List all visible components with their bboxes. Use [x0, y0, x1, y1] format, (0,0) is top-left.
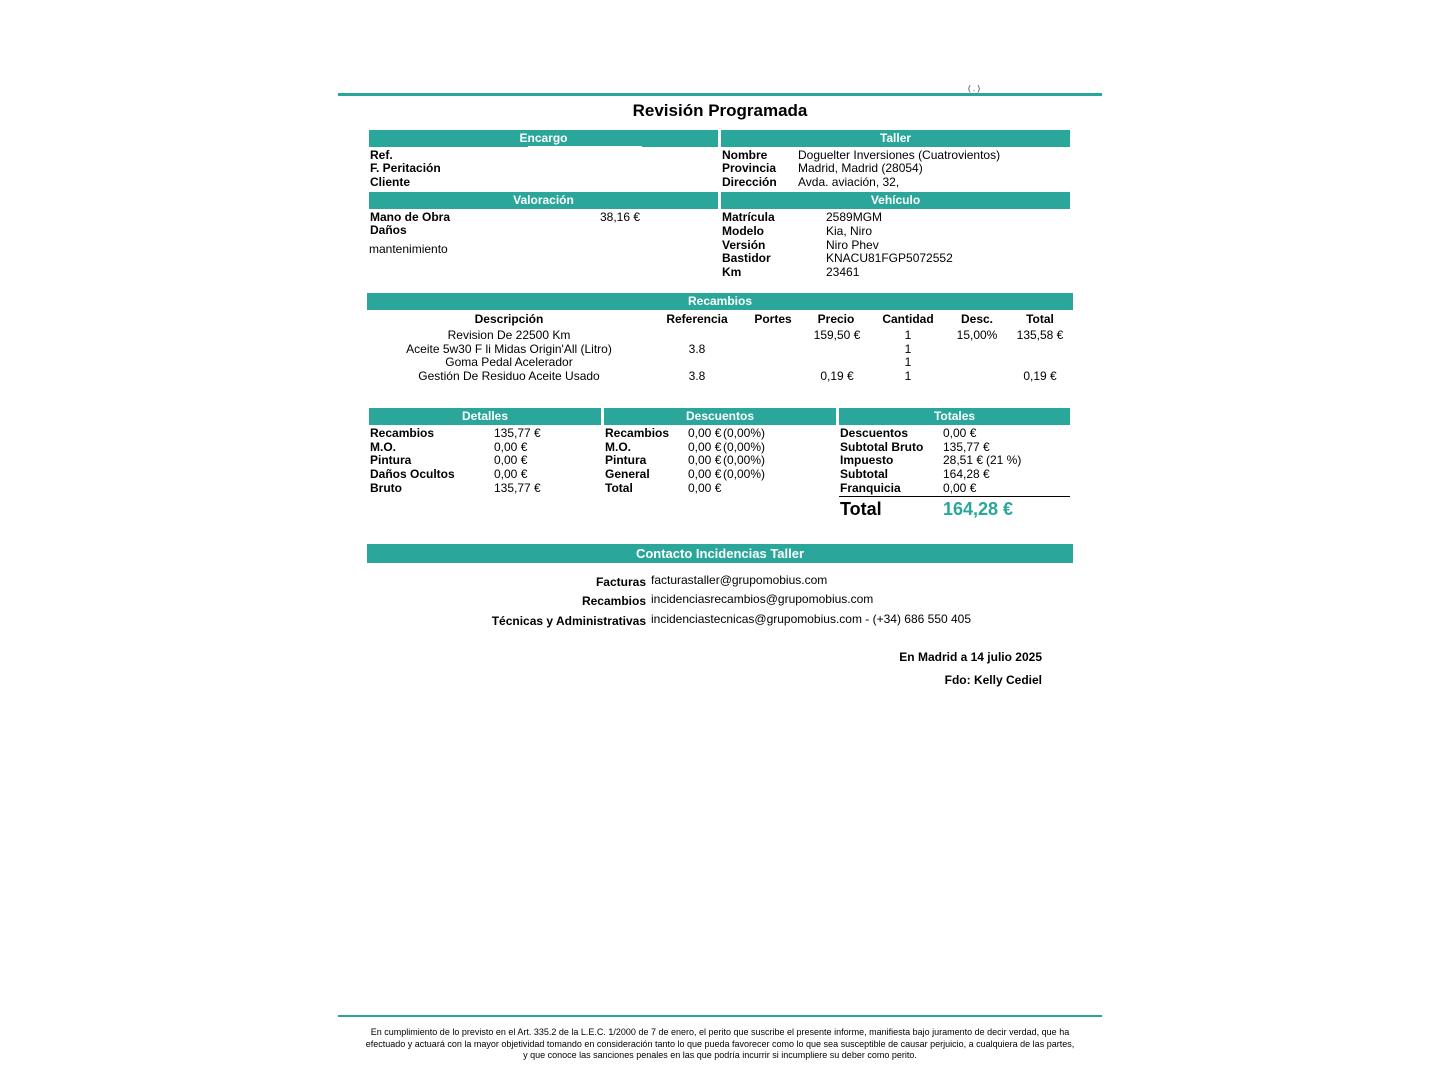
header-rule	[338, 93, 1102, 96]
descuentos-heading: Descuentos	[604, 408, 836, 425]
descuentos-total-label: Total	[605, 481, 633, 495]
vehiculo-matricula-value: 2589MGM	[826, 210, 883, 224]
descuentos-mo-value: 0,00 €	[688, 440, 722, 454]
taller-nombre-label: Nombre	[722, 148, 768, 162]
contacto-recambios-email[interactable]: incidenciasrecambios@grupomobius.com	[651, 592, 874, 606]
vehiculo-version-value: Niro Phev	[826, 238, 879, 252]
table-row-4-cantidad: 1	[904, 369, 912, 383]
totales-impuesto-value: 28,51 €	[943, 453, 984, 467]
descuentos-general-value: 0,00 €	[688, 467, 722, 481]
table-row-1-cantidad: 1	[904, 328, 912, 342]
table-row-2-descripcion: Aceite 5w30 F li Midas Origin'All (Litro)	[406, 342, 612, 356]
contacto-heading: Contacto Incidencias Taller	[367, 544, 1073, 563]
taller-direccion-label: Dirección	[722, 175, 777, 189]
vehiculo-modelo-value: Kia, Niro	[826, 224, 873, 238]
descuentos-pintura-label: Pintura	[605, 453, 647, 467]
page-title: Revisión Programada	[632, 101, 808, 120]
signature: Fdo: Kelly Cediel	[944, 673, 1042, 687]
totales-descuentos-label: Descuentos	[840, 426, 909, 440]
totales-subtotal-label: Subtotal	[840, 467, 888, 481]
detalles-mo-value: 0,00 €	[494, 440, 528, 454]
vehiculo-modelo-label: Modelo	[722, 224, 764, 238]
mano-de-obra-value: 38,16 €	[600, 210, 641, 224]
detalles-heading: Detalles	[369, 408, 601, 425]
contacto-facturas-label: Facturas	[595, 575, 646, 589]
taller-provincia-value: Madrid, Madrid (28054)	[798, 161, 923, 175]
totales-descuentos-value: 0,00 €	[943, 426, 977, 440]
table-row-1-descripcion: Revision De 22500 Km	[447, 328, 571, 342]
descuentos-pintura-value: 0,00 €	[688, 453, 722, 467]
detalles-recambios-value: 135,77 €	[494, 426, 541, 440]
detalles-danos-ocultos-value: 0,00 €	[494, 467, 528, 481]
contacto-facturas-email[interactable]: facturastaller@grupomobius.com	[651, 573, 828, 587]
totales-heading: Totales	[839, 408, 1070, 425]
place-date: En Madrid a 14 julio 2025	[899, 650, 1042, 664]
col-cantidad: Cantidad	[882, 312, 934, 326]
totales-franquicia-value: 0,00 €	[943, 481, 977, 495]
table-row-3-descripcion: Goma Pedal Acelerador	[445, 355, 573, 369]
descuentos-general-pct: (0,00%)	[723, 467, 766, 481]
valoracion-heading: Valoración	[369, 192, 718, 209]
taller-provincia-label: Provincia	[722, 161, 777, 175]
col-precio: Precio	[817, 312, 855, 326]
vehiculo-bastidor-value: KNACU81FGP5072552	[826, 251, 953, 265]
legal-footer-line-3: y que conoce las sanciones penales en las que podría incurrir si incumpliere su deber como perito.	[523, 1050, 917, 1060]
detalles-bruto-label: Bruto	[370, 481, 402, 495]
mano-de-obra-label: Mano de Obra	[370, 210, 451, 224]
totales-impuesto-label: Impuesto	[840, 453, 894, 467]
table-row-3-cantidad: 1	[904, 355, 912, 369]
vehiculo-version-label: Versión	[722, 238, 766, 252]
detalles-bruto-value: 135,77 €	[494, 481, 541, 495]
totales-subtotal-value: 164,28 €	[943, 467, 990, 481]
taller-direccion-value: Avda. aviación, 32,	[798, 175, 900, 189]
table-row-1-total: 135,58 €	[1016, 328, 1064, 342]
vehiculo-heading: Vehículo	[721, 192, 1070, 209]
descuentos-pintura-pct: (0,00%)	[723, 453, 766, 467]
danos-label: Daños	[370, 223, 407, 237]
encargo-ref-label: Ref.	[370, 148, 393, 162]
totales-franquicia-label: Franquicia	[840, 481, 901, 495]
recambios-heading: Recambios	[367, 293, 1073, 310]
taller-heading: Taller	[721, 130, 1070, 147]
legal-footer-line-2: efectuado y actuará con la mayor objetividad tomando en consideración tanto lo que pueda favorecer como lo que sea susceptible de causar perjuicio, a cualquiera de las partes,	[365, 1039, 1075, 1049]
descuentos-mo-pct: (0,00%)	[723, 440, 766, 454]
encargo-redaction	[528, 146, 642, 149]
detalles-pintura-value: 0,00 €	[494, 453, 528, 467]
vehiculo-km-value: 23461	[826, 265, 860, 279]
danos-value: mantenimiento	[369, 242, 448, 256]
vehiculo-matricula-label: Matrícula	[722, 210, 775, 224]
descuentos-total-value: 0,00 €	[688, 481, 722, 495]
descuentos-recambios-label: Recambios	[605, 426, 670, 440]
totales-divider	[839, 496, 1070, 497]
contacto-recambios-label: Recambios	[581, 594, 646, 608]
descuentos-mo-label: M.O.	[605, 440, 631, 454]
col-descripcion: Descripción	[474, 312, 544, 326]
col-total: Total	[1026, 312, 1054, 326]
contacto-tecnicas-label: Técnicas y Administrativas	[491, 614, 646, 628]
vehiculo-bastidor-label: Bastidor	[722, 251, 771, 265]
grand-total-value: 164,28 €	[943, 499, 1014, 519]
table-row-4-precio: 0,19 €	[820, 369, 854, 383]
totales-subtotal-bruto-value: 135,77 €	[943, 440, 990, 454]
table-row-4-referencia: 3.8	[688, 369, 706, 383]
col-referencia: Referencia	[666, 312, 728, 326]
table-row-4-total: 0,19 €	[1023, 369, 1057, 383]
totales-subtotal-bruto-label: Subtotal Bruto	[840, 440, 924, 454]
table-row-1-precio: 159,50 €	[813, 328, 861, 342]
detalles-pintura-label: Pintura	[370, 453, 412, 467]
col-desc: Desc.	[960, 312, 994, 326]
table-row-1-desc: 15,00%	[956, 328, 998, 342]
footer-rule	[338, 1015, 1102, 1017]
descuentos-recambios-pct: (0,00%)	[723, 426, 766, 440]
descuentos-recambios-value: 0,00 €	[688, 426, 722, 440]
encargo-heading: Encargo	[369, 130, 718, 147]
detalles-recambios-label: Recambios	[370, 426, 435, 440]
vehiculo-km-label: Km	[722, 265, 742, 279]
detalles-danos-ocultos-label: Daños Ocultos	[370, 467, 455, 481]
totales-impuesto-rate: (21 %)	[986, 453, 1022, 467]
detalles-mo-label: M.O.	[370, 440, 396, 454]
encargo-cliente-label: Cliente	[370, 175, 411, 189]
taller-nombre-value: Doguelter Inversiones (Cuatrovientos)	[798, 148, 1001, 162]
contacto-tecnicas-email[interactable]: incidenciastecnicas@grupomobius.com - (+34) 686 550 405	[651, 612, 972, 626]
table-row-4-descripcion: Gestión De Residuo Aceite Usado	[418, 369, 600, 383]
encargo-fperitacion-label: F. Peritación	[370, 161, 441, 175]
header-mark: ( . )	[968, 84, 980, 93]
table-row-2-referencia: 3.8	[688, 342, 706, 356]
table-row-2-cantidad: 1	[904, 342, 912, 356]
col-portes: Portes	[754, 312, 792, 326]
grand-total-label: Total	[840, 499, 882, 519]
legal-footer-line-1: En cumplimiento de lo previsto en el Art. 335.2 de la L.E.C. 1/2000 de 7 de enero, el perito que suscribe el presente informe, manifiesta bajo juramento de decir verdad, que ha	[370, 1027, 1070, 1037]
descuentos-general-label: General	[605, 467, 650, 481]
